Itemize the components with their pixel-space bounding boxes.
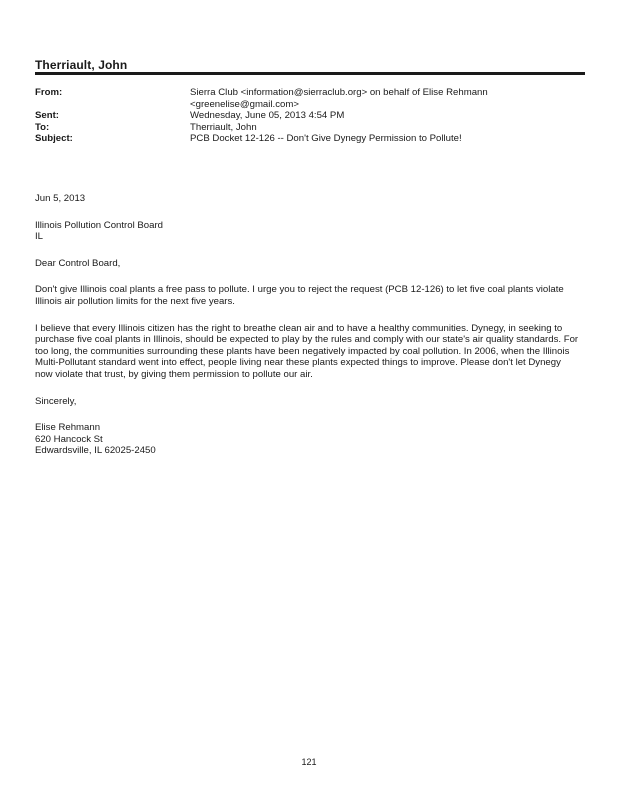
- closing: Sincerely,: [35, 395, 77, 407]
- subject-value: PCB Docket 12-126 -- Don't Give Dynegy Permission to Pollute!: [190, 133, 462, 144]
- salutation: Dear Control Board,: [35, 257, 121, 269]
- body-paragraph-1: Don't give Illinois coal plants a free pass to pollute. I urge you to reject the request (PCB 12-126) to let five coal plants violate Illinois air pollution limits for the next five years.: [35, 284, 564, 307]
- signature-address-1: 620 Hancock St: [35, 433, 103, 445]
- to-row: [35, 122, 585, 134]
- page-number: 121: [301, 757, 317, 767]
- sent-value: Wednesday, June 05, 2013 4:54 PM: [190, 110, 345, 121]
- body-paragraph-2: I believe that every Illinois citizen has the right to breathe clean air and to have a healthy communities. Dynegy, in seeking to purchase five coal plants in Illinois, should be expected to play by the rules and comply with our state's air quality standards. For too long, the communities surrounding these plants have been negatively impacted by coal pollution. In 2006, when the Illinois Multi-Pollutant standard went into effect, people living near these plants expected things to improve. Please don't let Dynegy now violate that trust, by giving them permission to pollute our air.: [35, 322, 579, 380]
- from-label: From:: [35, 87, 63, 98]
- email-body: [35, 193, 580, 457]
- to-value: Therriault, John: [190, 121, 257, 133]
- to-label: To:: [35, 121, 50, 133]
- signature-name: Elise Rehmann: [35, 422, 101, 434]
- recipient-line-1: Illinois Pollution Control Board: [35, 219, 163, 231]
- from-value: [190, 87, 585, 110]
- from-value-line2: <greenelise@gmail.com>: [190, 98, 299, 110]
- mailbox-owner-name: Therriault, John: [35, 58, 128, 72]
- sent-label: Sent:: [35, 110, 59, 121]
- letter-date: Jun 5, 2013: [35, 193, 86, 204]
- sent-row: [35, 110, 585, 122]
- header-divider: [35, 72, 585, 75]
- signature-address-2: Edwardsville, IL 62025-2450: [35, 445, 156, 457]
- subject-label: Subject:: [35, 133, 73, 144]
- subject-row: [35, 133, 585, 145]
- email-header-fields: [35, 87, 585, 145]
- from-value-line1: Sierra Club <information@sierraclub.org> on behalf of Elise Rehmann: [190, 87, 488, 98]
- from-row: [35, 87, 585, 110]
- recipient-line-2: IL: [35, 231, 44, 243]
